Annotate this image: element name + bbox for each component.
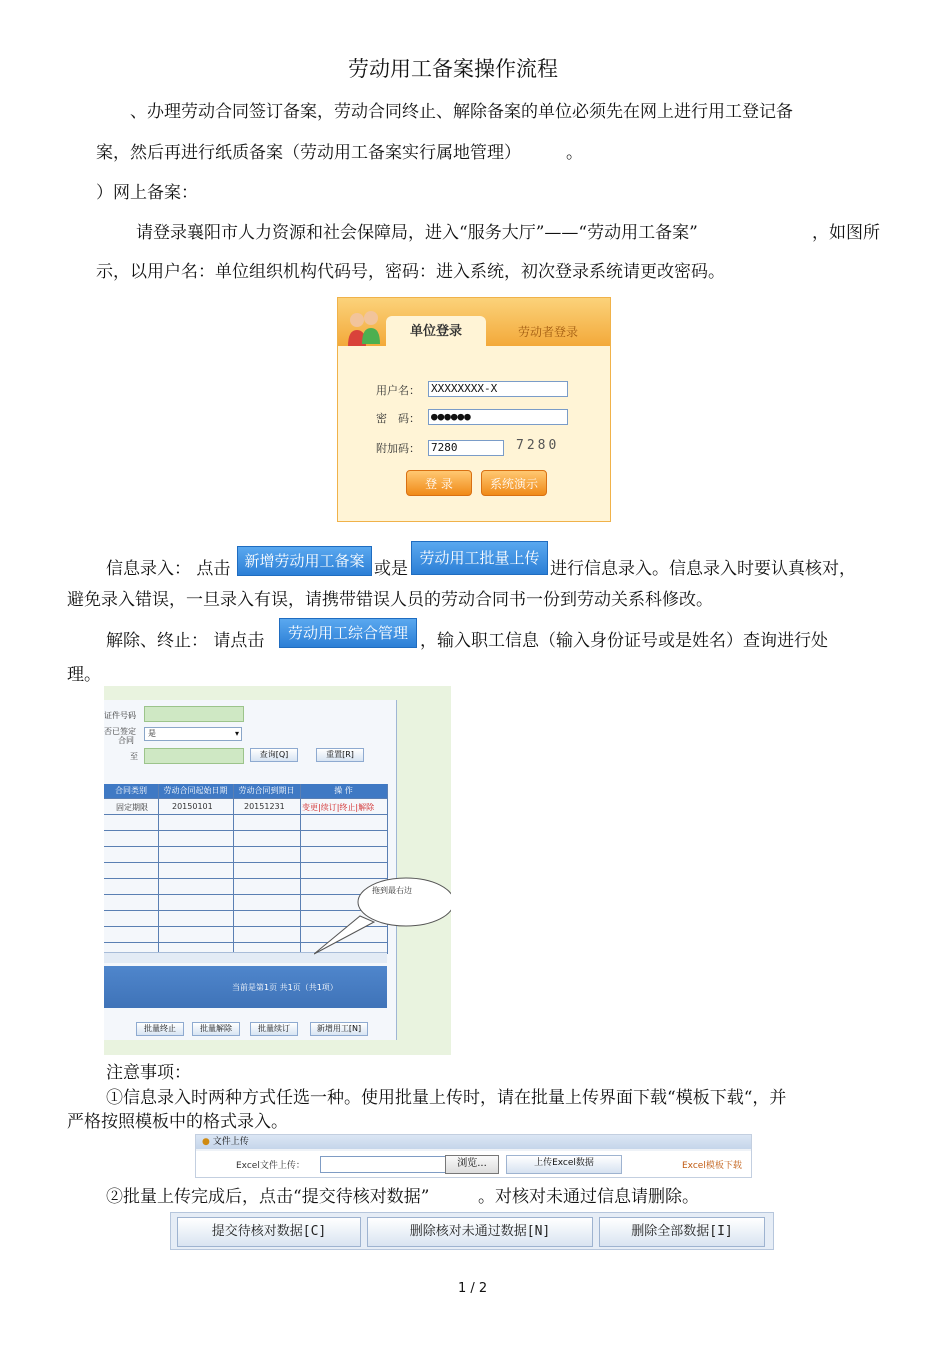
date-to-input[interactable] xyxy=(144,748,244,764)
reset-button[interactable]: 重置[R] xyxy=(316,748,364,762)
folder-icon: ● xyxy=(202,1137,210,1147)
intro-line-2: 案，然后再进行纸质备案（劳动用工备案实行属地管理） xyxy=(96,143,521,163)
id-number-input[interactable] xyxy=(144,706,244,722)
grid-line xyxy=(104,798,387,799)
login-button[interactable]: 登 录 xyxy=(406,470,472,496)
demo-button[interactable]: 系统演示 xyxy=(481,470,547,496)
grid-line xyxy=(104,814,387,815)
row-end-date: 20151231 xyxy=(244,802,285,811)
terminate-suffix: ，输入职工信息（输入身份证号或是姓名）查询进行处 xyxy=(420,631,828,651)
grid-window xyxy=(104,700,397,1040)
delete-failed-button[interactable]: 删除核对未通过数据[N] xyxy=(367,1217,593,1247)
chevron-down-icon: ▾ xyxy=(234,729,239,738)
query-button[interactable]: 查询[Q] xyxy=(250,748,298,762)
note-2-suffix: 。对核对未通过信息请删除。 xyxy=(478,1187,699,1207)
upload-row xyxy=(196,1151,751,1177)
signed-select-value: 是 xyxy=(148,729,156,738)
terminate-line-2: 理。 xyxy=(67,665,101,685)
pager-text: 当前是第1页 共1页（共1项） xyxy=(232,983,338,992)
note-1-line-1: ①信息录入时两种方式任选一种。使用批量上传时，请在批量上传界面下载“模板下载“，并 xyxy=(106,1088,787,1108)
browse-button[interactable]: 浏览... xyxy=(445,1155,499,1174)
info-entry-line-2: 避免录入错误，一旦录入有误，请携带错误人员的劳动合同书一份到劳动关系科修改。 xyxy=(67,590,713,610)
captcha-input[interactable]: 7280 xyxy=(428,440,504,456)
column-header: 操 作 xyxy=(300,784,387,798)
labor-management-button[interactable]: 劳动用工综合管理 xyxy=(279,618,417,648)
grid-line xyxy=(104,846,387,847)
add-labor-record-button[interactable]: 新增劳动用工备案 xyxy=(237,546,372,576)
batch-upload-button[interactable]: 劳动用工批量上传 xyxy=(411,541,548,575)
batch-terminate-button[interactable]: 批量终止 xyxy=(136,1022,184,1036)
to-label: 至 xyxy=(130,752,138,761)
login-para-line-1: 请登录襄阳市人力资源和社会保障局，进入“服务大厅”——“劳动用工备案” xyxy=(136,223,698,243)
add-employee-button[interactable]: 新增用工[N] xyxy=(310,1022,368,1036)
id-number-label: 证件号码 xyxy=(104,711,136,720)
batch-cancel-button[interactable]: 批量解除 xyxy=(192,1022,240,1036)
note-1-line-2: 严格按照模板中的格式录入。 xyxy=(67,1112,288,1132)
upload-excel-button[interactable]: 上传Excel数据 xyxy=(506,1155,622,1174)
signed-select[interactable] xyxy=(144,727,242,741)
submit-panel xyxy=(170,1212,774,1250)
upload-header-text: 文件上传 xyxy=(212,1137,249,1147)
submit-pending-button[interactable]: 提交待核对数据[C] xyxy=(177,1217,361,1247)
row-start-date: 20150101 xyxy=(172,802,213,811)
upload-panel xyxy=(195,1134,752,1178)
notes-heading: 注意事项： xyxy=(106,1063,191,1083)
username-input[interactable]: XXXXXXXX-X xyxy=(428,381,568,397)
grid-line xyxy=(104,862,387,863)
column-header: 合同类别 xyxy=(104,784,158,798)
tab-worker-login[interactable]: 劳动者登录 xyxy=(517,325,578,339)
intro-line-1: 、办理劳动合同签订备案，劳动合同终止、解除备案的单位必须先在网上进行用工登记备 xyxy=(130,102,793,122)
intro-line-2-end: 。 xyxy=(566,143,583,163)
login-panel xyxy=(337,297,611,522)
grid-column-line xyxy=(158,784,159,954)
captcha-image: 7280 xyxy=(516,438,560,453)
password-input[interactable]: ●●●●●● xyxy=(428,409,568,425)
password-label: 密 码： xyxy=(376,412,420,425)
page-number: 1 / 2 xyxy=(458,1281,488,1296)
signed-label-1: 否已签定 xyxy=(104,727,136,736)
upload-header xyxy=(196,1135,751,1149)
callout-text: 拖到最右边 xyxy=(372,886,412,895)
batch-renew-button[interactable]: 批量续订 xyxy=(250,1022,298,1036)
username-label: 用户名： xyxy=(376,384,420,397)
note-2-prefix: ②批量上传完成后，点击“提交待核对数据” xyxy=(106,1187,430,1207)
row-contract-type: 固定期限 xyxy=(116,803,148,812)
column-header: 劳动合同起始日期 xyxy=(158,784,233,798)
excel-file-label: Excel文件上传： xyxy=(236,1161,305,1171)
tab-unit-login[interactable]: 单位登录 xyxy=(386,316,486,348)
template-download-link[interactable]: Excel模板下载 xyxy=(682,1161,742,1171)
column-header: 劳动合同到期日 xyxy=(233,784,300,798)
delete-all-button[interactable]: 删除全部数据[I] xyxy=(599,1217,765,1247)
row-actions[interactable]: 变更|续订|终止|解除 xyxy=(302,803,375,812)
management-grid-screenshot xyxy=(104,686,451,1055)
login-para-line-1-end: ，如图所 xyxy=(812,223,880,243)
grid-line xyxy=(104,830,387,831)
grid-column-line xyxy=(233,784,234,954)
grid-column-line xyxy=(300,784,301,954)
excel-file-input[interactable] xyxy=(320,1156,446,1173)
info-entry-middle: 或是 xyxy=(374,559,408,579)
users-icon xyxy=(344,308,384,348)
terminate-prefix: 解除、终止： 请点击 xyxy=(106,631,265,651)
captcha-label: 附加码： xyxy=(376,442,420,455)
section-online-heading: ）网上备案： xyxy=(96,183,198,203)
page-title: 劳动用工备案操作流程 xyxy=(348,57,558,81)
signed-label-2: 合同 xyxy=(118,736,134,745)
info-entry-prefix: 信息录入： 点击 xyxy=(106,559,231,579)
login-para-line-2: 示，以用户名：单位组织机构代码号，密码：进入系统，初次登录系统请更改密码。 xyxy=(96,262,725,282)
info-entry-suffix: 进行信息录入。信息录入时要认真核对， xyxy=(550,559,856,579)
